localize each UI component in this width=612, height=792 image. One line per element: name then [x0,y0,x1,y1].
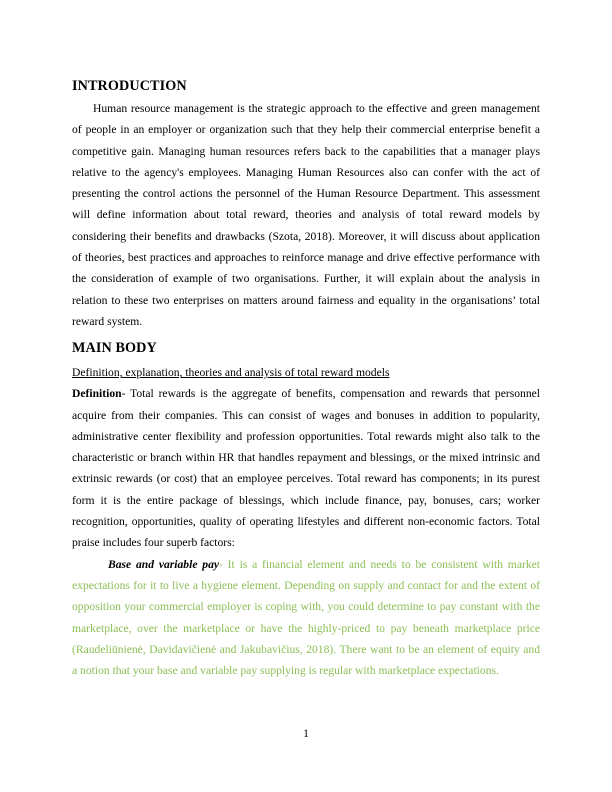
main-body-heading: MAIN BODY [72,340,157,357]
definition-paragraph [72,383,540,553]
introduction-heading: INTRODUCTION [72,78,187,94]
base-variable-pay-term: Base and variable pay [108,557,220,571]
definition-text: - Total rewards is the aggregate of benefits, compensation and rewards that personnel acquire from their companies. This can consist of wages and bonuses in addition to popularity, administrative center flexibility and profession opportunities. Total rewards might also talk to the characteristic or branch within HR that handles repayment and blessings, or the mixed intrinsic and extrinsic rewards (or cost) that an employee perceives. Total reward has components; in its purest form it is the entire package of blessings, which include finance, pay, bonuses, cars; worker recognition, opportunities, quality of operating lifestyles and different non-economic factors. Total praise includes four superb factors: [72,387,540,550]
page-number: 1 [303,727,309,740]
section-subheading: Definition, explanation, theories and analysis of total reward models [72,366,390,380]
introduction-paragraph: Human resource management is the strategic approach to the effective and green management of people in an employer or organization such that they help their commercial enterprise benefit a competitive gain. Managing human resources refers back to the capabilities that a manager plays relative to the agency's employees. Managing Human Resources also can confer with the act of presenting the control actions the personnel of the Human Resource Department. This assessment will define information about total reward, theories and analysis of total reward models by considering their benefits and drawbacks (Szota, 2018). Moreover, it will discuss about application of theories, best practices and approaches to reinforce manage and drive effective performance with the consideration of example of two organisations. Further, it will explain about the analysis in relation to these two enterprises on matters around fairness and equality in the organisations’ total reward system. [72,102,540,328]
base-variable-pay-text: - It is a financial element and needs to be consistent with market expectations for it to live a hygiene element. Depending on supply and contact for and the extent of opposition your commercial employer is coping with, you could determine to pay constant with the marketplace, over the marketplace or have the highly-priced to pay beneath marketplace price (Raudeliūnienė, Davidavičienė and Jakubavičius, 2018). There want to be an element of equity and a notion that your base and variable pay supplying is regular with marketplace expectations. [72,557,540,678]
document-page [72,74,540,681]
definition-term: Definition [72,387,122,401]
base-variable-pay-paragraph [72,554,540,682]
